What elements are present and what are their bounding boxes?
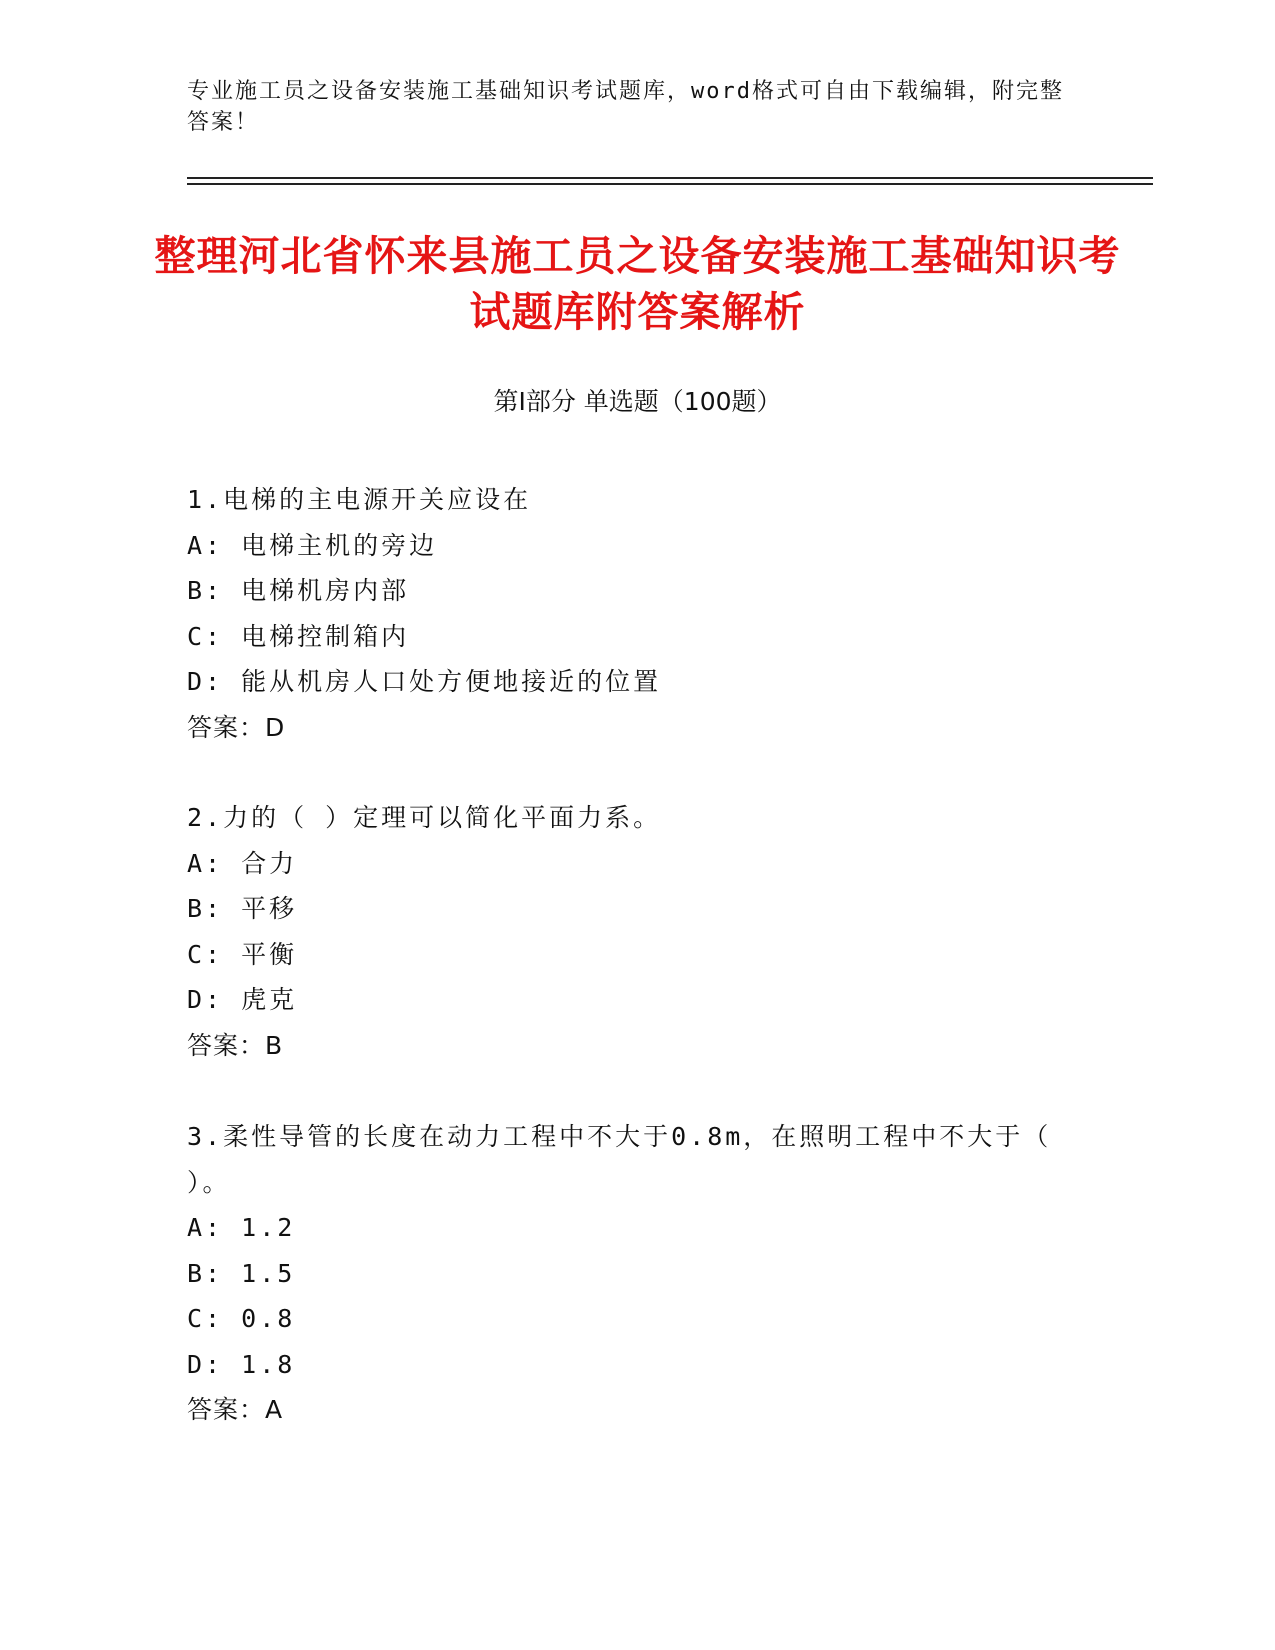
question-stem: 2.力的（ ）定理可以简化平面力系。: [187, 803, 662, 832]
question-3: [187, 1114, 1087, 1433]
question-stem: 1.电梯的主电源开关应设在: [187, 485, 532, 514]
header-note: 专业施工员之设备安装施工基础知识考试题库，word格式可自由下载编辑，附完整答案！: [187, 79, 1064, 135]
answer-label: 答案：D: [187, 712, 286, 742]
answer-label: 答案：A: [187, 1395, 284, 1424]
option-c: C: 平衡: [187, 939, 298, 969]
option-a: A: 电梯主机的旁边: [187, 530, 438, 560]
answer-label: 答案：B: [187, 1030, 284, 1060]
question-stem: 3.柔性导管的长度在动力工程中不大于0.8m，在照明工程中不大于（ ）。: [187, 1122, 1070, 1197]
option-b: B: 1.5: [187, 1258, 296, 1288]
header-divider: [187, 177, 1153, 179]
option-c: C: 0.8: [187, 1304, 296, 1333]
section-title: 第Ⅰ部分 单选题（100题）: [493, 387, 782, 416]
header-divider-secondary: [187, 183, 1153, 185]
option-a: A: 1.2: [187, 1213, 296, 1242]
option-b: B: 电梯机房内部: [187, 576, 410, 605]
option-d: D: 能从机房人口处方便地接近的位置: [187, 667, 662, 696]
option-a: A: 合力: [187, 848, 298, 878]
option-b: B: 平移: [187, 894, 298, 923]
document-title: 整理河北省怀来县施工员之设备安装施工基础知识考试题库附答案解析: [154, 232, 1121, 336]
option-d: D: 1.8: [187, 1349, 296, 1379]
question-2: [187, 795, 1087, 1068]
option-c: C: 电梯控制箱内: [187, 621, 410, 651]
question-1: [187, 477, 1087, 750]
option-d: D: 虎克: [187, 985, 298, 1014]
